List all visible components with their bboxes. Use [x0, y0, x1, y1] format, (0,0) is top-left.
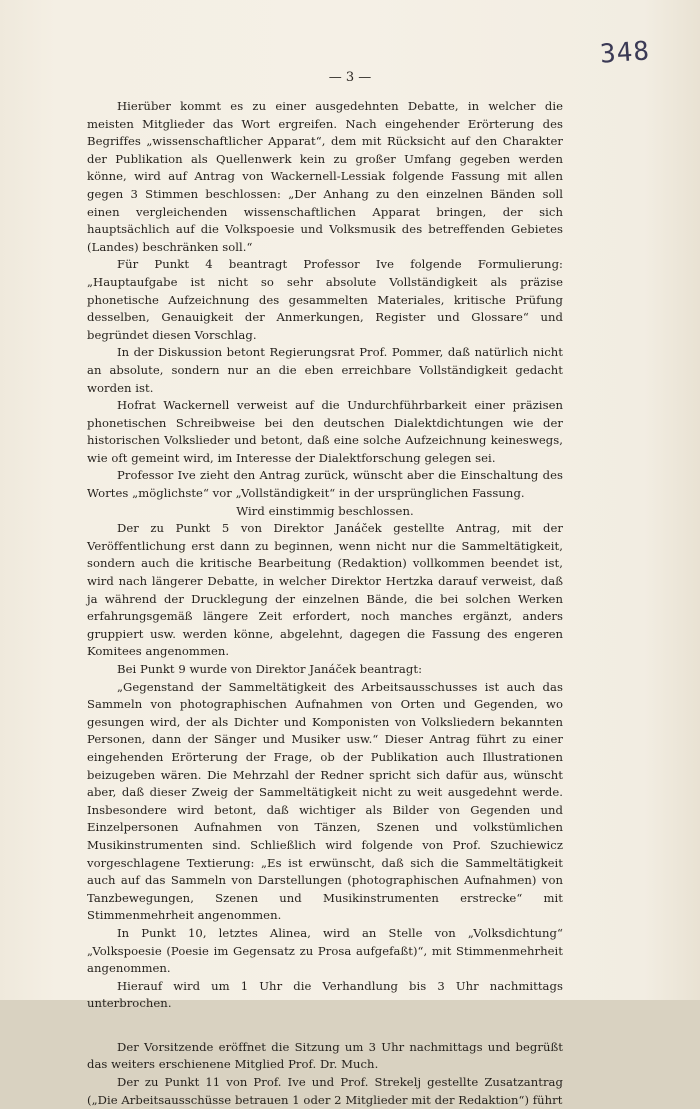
- paragraph: Bei Punkt 9 wurde von Direktor Janáček beantragt:: [117, 662, 423, 676]
- paragraph: „Gegenstand der Sammeltätigkeit des Arbeitsausschusses ist auch das Sammeln von photographischen Aufnahmen von Orten und Gegenden, wo gesungen wird, der als Dichter und Komponisten von Volksliedern bekannten Personen, dann der Sänger und Musiker usw.“ Dieser Antrag führt zu einer eingehenden Erörterung der Frage, ob der Publikation auch Illustrationen beizugeben wären. Die Mehrzahl der Redner spricht sich dafür aus, wünscht aber, daß dieser Zweig der Sammeltätigkeit nicht zu weit ausgedehnt werde. Insbesondere wird betont, daß wichtiger als Bilder von Gegenden und Einzelpersonen Aufnahmen von Tänzen, Szenen und volkstümlichen Musikinstrumenten sind. Schließlich wird folgende von Prof. Szuchiewicz vorgeschlagene Textierung: „Es ist erwünscht, daß sich die Sammeltätigkeit auch auf das Sammeln von Darstellungen (photographischen Aufnahmen) von Tanzbewegungen, Szenen und Musikinstrumenten erstrecke“ mit Stimmenmehrheit angenommen.: [87, 679, 563, 923]
- paragraph: Der Vorsitzende eröffnet die Sitzung um 3 Uhr nachmittags und begrüßt das weiters erschienene Mitglied Prof. Dr. Much.: [87, 1039, 563, 1072]
- paragraph: Für Punkt 4 beantragt Professor Ive folgende Formulierung: „Hauptaufgabe ist nicht so sehr absolute Vollständigkeit als präzise phonetische Aufzeichnung des gesammelten Materiales, kritische Prüfung desselben, Genauigkeit der Anmerkungen, Register und Glossare“ und begründet diesen Vorschlag.: [87, 257, 563, 342]
- paragraph: In der Diskussion betont Regierungsrat Prof. Pommer, daß natürlich nicht an absolute, sondern nur an die eben erreichbare Vollständigkeit gedacht worden ist.: [87, 345, 563, 395]
- paragraph: In Punkt 10, letztes Alinea, wird an Stelle von „Volksdichtung“ „Volkspoesie (Poesie im Gegensatz zu Prosa aufgefaßt)“, mit Stimmenmehrheit angenommen.: [87, 925, 563, 976]
- paragraph: Professor Ive zieht den Antrag zurück, wünscht aber die Einschaltung des Wortes „möglichste“ vor „Vollständigkeit“ in der ursprünglichen Fassung.: [87, 468, 563, 501]
- body-text: [87, 98, 563, 1109]
- paragraph: Hierauf wird um 1 Uhr die Verhandlung bis 3 Uhr nachmittags unterbrochen.: [87, 978, 563, 1011]
- paragraph: Der zu Punkt 11 von Prof. Ive und Prof. Strekelj gestellte Zusatzantrag („Die Arbeitsausschüsse betrauen 1 oder 2 Mitglieder mit der Redaktion“) führt: [87, 1075, 563, 1107]
- handwritten-folio-number: 348: [599, 36, 651, 70]
- resolution-line: Wird einstimmig beschlossen.: [236, 503, 414, 518]
- paragraph: Der zu Punkt 5 von Direktor Janáček gestellte Antrag, mit der Veröffentlichung erst dann zu beginnen, wenn nicht nur die Sammeltätigkeit, sondern auch die kritische Bearbeitung (Redaktion) vollkommen beendet ist, wird nach längerer Debatte, in welcher Direktor Hertzka darauf verweist, daß ja während der Drucklegung der einzelnen Bände, die bei solchen Werken erfahrungsgemäß längere Zeit erfordert, noch manches ergänzt, anders gruppiert usw. werden könne, abgelehnt, dagegen die Fassung des engeren Komitees angenommen.: [87, 521, 563, 659]
- page-number: — 3 —: [328, 70, 372, 85]
- paragraph: Hierüber kommt es zu einer ausgedehnten Debatte, in welcher die meisten Mitglieder das Wort ergreifen. Nach eingehender Erörterung des Begriffes „wissenschaftlicher Apparat“, dem mit Rücksicht auf den Charakter der Publikation als Quellenwerk kein zu großer Umfang gegeben werden könne, wird auf Antrag von Wackernell-Lessiak folgende Fassung mit allen gegen 3 Stimmen beschlossen: „Der Anhang zu den einzelnen Bänden soll einen vergleichenden wissenschaftlichen Apparat bringen, der sich hauptsächlich auf die Volkspoesie und Volksmusik des betreffenden Gebietes (Landes) beschränken soll.“: [87, 99, 563, 254]
- paragraph: Hofrat Wackernell verweist auf die Undurchführbarkeit einer präzisen phonetischen Schreibweise bei den deutschen Dialektdichtungen wie der historischen Volkslieder und betont, daß eine solche Aufzeichnung keineswegs, wie oft gemeint wird, im Interesse der Dialektforschung gelegen sei.: [87, 398, 563, 465]
